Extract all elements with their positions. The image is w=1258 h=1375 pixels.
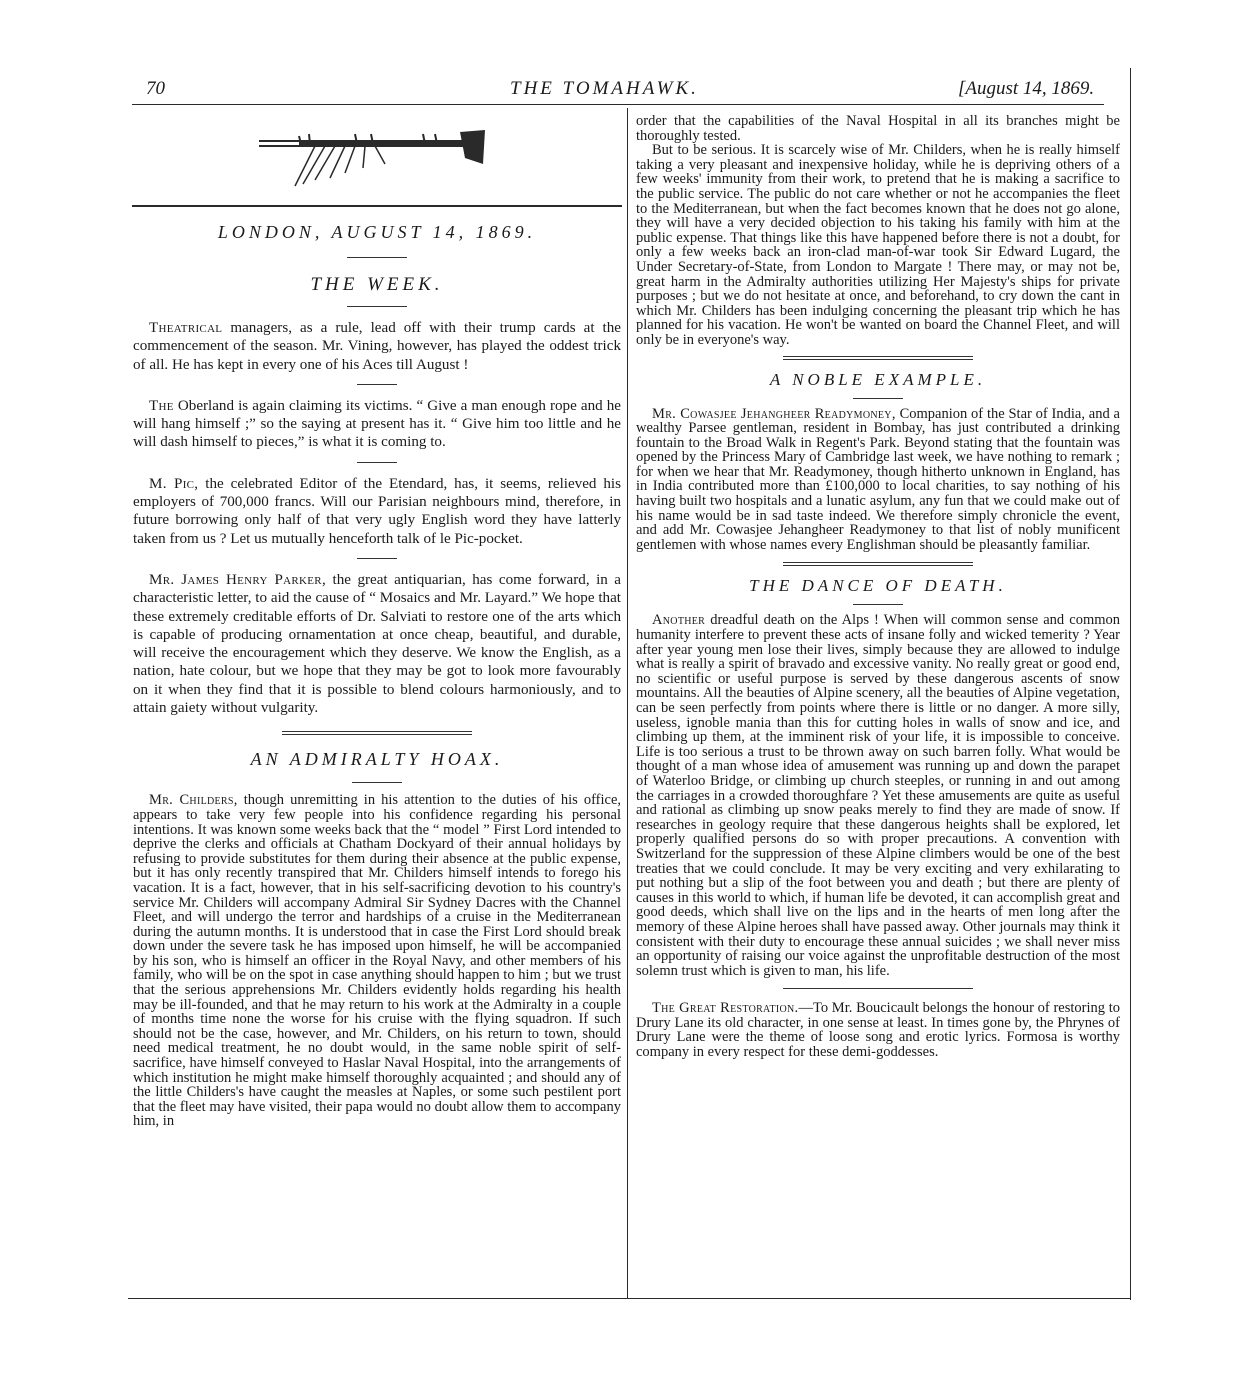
divider — [347, 306, 407, 307]
double-divider — [282, 731, 472, 735]
divider — [357, 558, 397, 559]
divider — [357, 462, 397, 463]
admiralty-article: Mr. Childers, though unremitting in his attention to the duties of his office, appears to take very few people into his confidence regarding his personal intentions. It was known some weeks back that the “ model ” First Lord intended to deprive the clerks and officials at Chatham Dockyard of their annual holidays by refusing to provide substitutes for them during their absence at the public expense, but it has only recently transpired that Mr. Childers himself intends to forego his vacation. It is a fact, however, that in his self-sacrificing devotion to his country's service Mr. Childers will accompany Admiral Sir Sydney Dacres with the Channel Fleet, and will undergo the terror and hardships of a cruise in the Mediterranean during the autumn months. It is understood that in case the First Lord should break down under the severe task he has imposed upon himself, he will be accompanied by his son, who is himself an officer in the Royal Navy, and other members of his family, who will be on the spot in case anything should happen to him ; but we trust that the serious apprehensions Mr. Childers evidently holds regarding his health may be ill-founded, and that he may return to his work at the Admiralty in a couple of months time none the worse for his cruise with the flying squadron. If such should not be the case, however, and Mr. Childers, on his return to town, should need medical treatment, he no doubt would, in the same noble spirit of self-sacrifice, have himself conveyed to Haslar Naval Hospital, into the arrangements of which institution he might make himself thoroughly acquainted ; and should any of the little Childers's have caught the measles at Naples, or some such pestilent port that the fleet may have visited, their papa would no doubt allow them to accompany him, in — [133, 792, 622, 1130]
column-divider — [627, 108, 628, 1298]
divider — [853, 604, 903, 605]
noble-title: A NOBLE EXAMPLE. — [769, 369, 987, 389]
tomahawk-ornament — [255, 118, 490, 190]
double-divider — [783, 562, 973, 566]
bottom-rule — [128, 1298, 1130, 1299]
admiralty-continued: order that the capabilities of the Naval Hospital in all its branches might be thoroughly tested. — [636, 113, 1120, 144]
divider — [357, 384, 397, 385]
week-items — [133, 319, 621, 717]
dance-article: Another dreadful death on the Alps ! When will common sense and common humanity interfere to prevent these acts of insane folly and wicked temerity ? Year after year young men lose their lives, simply because they are allowed to indulge what is really a spirit of bravado and excessive vanity. No really great or good end, no scientific or useful purpose is served by these dangerous ascents of snow mountains. All the beauties of Alpine scenery, all the beauties of Alpine vegetation, can be seen perfectly from points where there is little or no danger. A more silly, useless, ignoble mania than this for cutting holes in walls of snow and ice, and climbing up them, at the imminent risk of your life, it is impossible to conceive. Life is too serious a trust to be thrown away on such barren folly. What would be thought of a man whose idea of amusement was running up and down the parapet of Waterloo Bridge, or climbing up church steeples, or running in and out among the carriages in a crowded thoroughfare ? Yet these amusements are quite as useful and rational as climbing up snow peaks merely to find they are made of snow. If researches in geology require that these dangerous heights shall be explored, let properly qualified persons do so with proper precautions. A convention with Switzerland for the suppression of these Alpine climbers would be one of the best treaties that we could conclude. It may be very exciting and very exhilarating to put nothing but a slip of the foot between you and death ; but there are plenty of causes in this world to which, if human life be devoted, it can accomplish great and good deeds, which shall live on the lips and in the hearts of men long after the memory of these Alpine heroes shall have passed away. Other journals may think it consistent with their duty to encourage these annual suicides ; we shall never miss an opportunity of raising our voice against the unprofitable destruction of the most solemn trust which is given to man, his life. — [636, 612, 1120, 979]
dance-title: THE DANCE OF DEATH. — [749, 576, 1007, 596]
masthead-title: THE TOMAHAWK. — [510, 78, 699, 99]
left-column — [133, 218, 621, 1129]
admiralty-continued: But to be serious. It is scarcely wise of Mr. Childers, when he is really himself taking a very pleasant and inexpensive holiday, while he is depriving others of a few weeks' immunity from their work, to pretend that he is making a sacrifice to the public service. The public do not care whether or not he accompanies the fleet to the Mediterranean, but when the fact becomes known that he does not go alone, they will have a very decided objection to his taking his family with him at the public expense. That things like this have happened before there is not a doubt, for only a few weeks back an iron-clad man-of-war took Sir Edward Lugard, the Under Secretary-of-State, from London to Margate ! There may, or may not be, great harm in the Admiralty authorities utilizing Her Majesty's ships for private purposes ; but we do not hesitate at once, and beforehand, to cry down the cant in which Mr. Childers has been indulging concerning the pleasant trip which he has planned for his vacation. He won't be wanted on board the Channel Fleet, and will only be in everyone's way. — [636, 142, 1120, 348]
issue-date: [August 14, 1869. — [958, 78, 1095, 99]
restoration-article: The Great Restoration.—To Mr. Boucicault belongs the honour of restoring to Drury Lane its old character, in one sense at least. In times gone by, the Phrynes of Drury Lane were the theme of loose song and erotic lyrics. Formosa is worthy company in every respect for these demi-goddesses. — [636, 1000, 1120, 1061]
divider — [853, 398, 903, 399]
page-number: 70 — [146, 78, 165, 99]
week-title: THE WEEK. — [310, 274, 444, 295]
dateline: LONDON, AUGUST 14, 1869. — [217, 222, 537, 242]
divider — [347, 257, 407, 258]
admiralty-title: AN ADMIRALTY HOAX. — [250, 749, 504, 770]
double-divider — [783, 356, 973, 360]
week-item: The Oberland is again claiming its victims. “ Give a man enough rope and he will hang himself ;” so the saying at present has it. “ Give him too little and he will dash himself to pieces,” is what it is coming to. — [133, 397, 621, 451]
week-item: Mr. James Henry Parker, the great antiquarian, has come forward, in a characteristic letter, to aid the cause of “ Mosaics and Mr. Layard.” We hope that these extremely creditable efforts of Dr. Salviati to restore one of the arts which is capable of producing ornamentation at once cheap, beautiful, and durable, will receive the encouragement which they deserve. We know the English, as a nation, hate colour, but we hope that they may be got to look more favourably on it when they find that it is possible to blend colours harmoniously, and to attain gaiety without vulgarity. — [133, 571, 622, 717]
noble-article: Mr. Cowasjee Jehangheer Readymoney, Companion of the Star of India, and a wealthy Parsee gentleman, resident in Bombay, has just contributed a drinking fountain to the Broad Walk in Regent's Park. Beyond stating that the fountain was opened by the Princess Mary of Cambridge last week, we have nothing to remark ; for when we hear that Mr. Readymoney, though hitherto unknown in England, has in India contributed more than £100,000 to local charities, to say nothing of his having built two hospitals and a lunatic asylum, any fun that we could make out of his name would be in sad taste indeed. We therefore simply chronicle the event, and add Mr. Cowasjee Jehangheer Readymoney to that list of nobly munificent gentlemen with whose names every Englishman should be pleasantly familiar. — [636, 405, 1120, 553]
hatchet-icon — [255, 118, 490, 190]
ornament-rule — [132, 205, 622, 207]
right-border — [1130, 68, 1131, 1300]
header-rule — [132, 104, 1104, 105]
divider — [783, 988, 973, 989]
right-column — [636, 114, 1120, 1060]
week-item: M. Pic, the celebrated Editor of the Etendard, has, it seems, relieved his employers of 700,000 francs. Will our Parisian neighbours mind, therefore, in future borrowing only half of that very ugly English word they have latterly taken from us ? Let us mutually henceforth talk of le Pic-pocket. — [133, 475, 621, 547]
divider — [352, 782, 402, 783]
week-item: Theatrical managers, as a rule, lead off with their trump cards at the commencement of the season. Mr. Vining, however, has played the oddest trick of all. He has kept in every one of his Aces till August ! — [133, 320, 621, 373]
